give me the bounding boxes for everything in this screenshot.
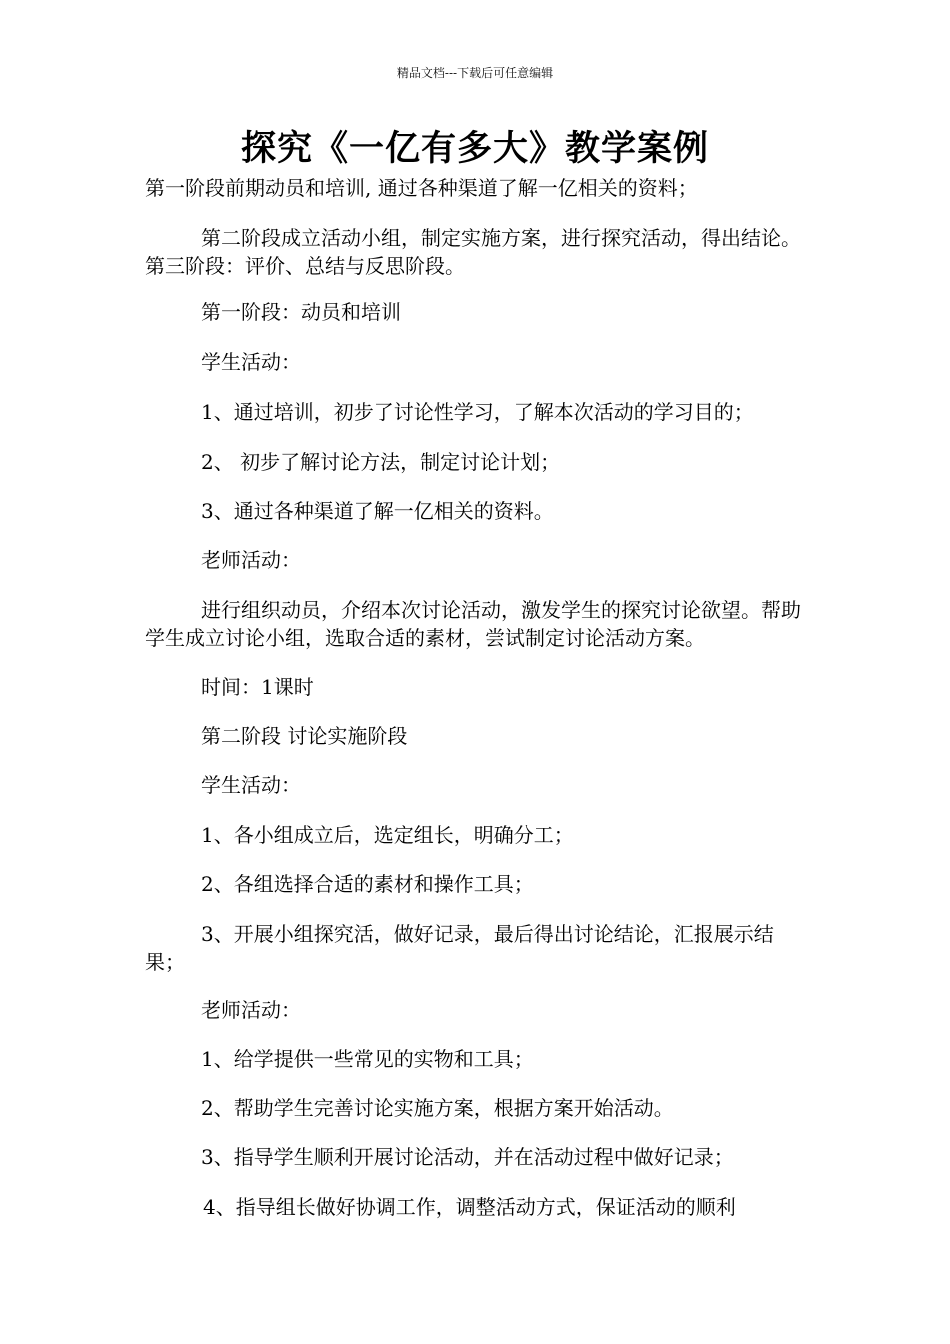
student-activity-label: 学生活动： [201, 350, 301, 374]
list-item: 1、给学提供一些常见的实物和工具； [201, 1047, 534, 1071]
list-item: 2、帮助学生完善讨论实施方案，根据方案开始活动。 [201, 1096, 674, 1120]
teacher-activity-label: 老师活动： [201, 548, 301, 572]
document-title: 探究《一亿有多大》教学案例 [240, 128, 709, 169]
list-item: 3、开展小组探究活，做好记录，最后得出讨论结论，汇报展示结果； [145, 922, 774, 974]
teacher-activity-label: 老师活动： [201, 998, 301, 1022]
header-note: 精品文档---下载后可任意编辑 [396, 66, 554, 80]
list-item: 2、 初步了解讨论方法，制定讨论计划； [201, 450, 561, 474]
list-item: 1、通过培训，初步了讨论性学习，了解本次活动的学习目的； [201, 400, 754, 424]
section-heading-stage-one: 第一阶段：动员和培训 [201, 300, 401, 324]
section-heading-stage-two: 第二阶段 讨论实施阶段 [201, 724, 408, 748]
list-item: 3、指导学生顺利开展讨论活动，并在活动过程中做好记录； [201, 1145, 734, 1169]
list-item: 4、指导组长做好协调工作，调整活动方式，保证活动的顺利 [203, 1195, 736, 1219]
list-item: 1、各小组成立后，选定组长，明确分工； [201, 823, 574, 847]
paragraph-intro: 第一阶段前期动员和培训, 通过各种渠道了解一亿相关的资料； [145, 176, 698, 200]
time-note: 时间：1课时 [201, 675, 314, 699]
paragraph-teacher-mobilize: 进行组织动员，介绍本次讨论活动，激发学生的探究讨论欲望。帮助学生成立讨论小组，选取合适的素材，尝试制定讨论活动方案。 [145, 598, 801, 650]
student-activity-label: 学生活动： [201, 773, 301, 797]
paragraph-stages: 第二阶段成立活动小组，制定实施方案，进行探究活动，得出结论。第三阶段：评价、总结与反思阶段。 [145, 226, 801, 278]
list-item: 3、通过各种渠道了解一亿相关的资料。 [201, 499, 554, 523]
list-item: 2、各组选择合适的素材和操作工具； [201, 872, 534, 896]
